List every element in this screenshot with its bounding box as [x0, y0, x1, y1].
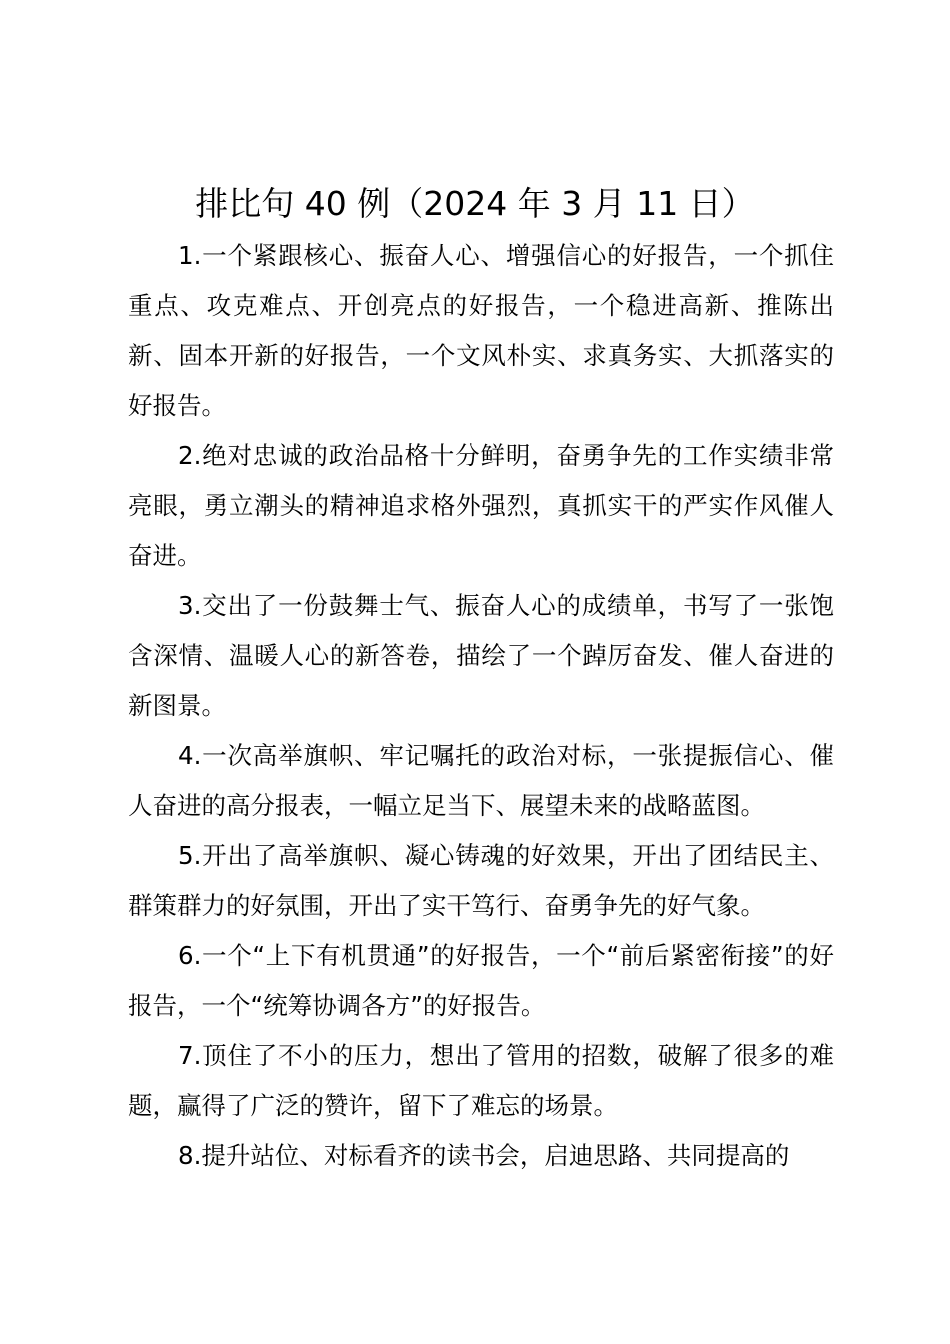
paragraph-8: 8.提升站位、对标看齐的读书会，启迪思路、共同提高的	[178, 1141, 790, 1170]
paragraph-1: 1.一个紧跟核心、振奋人心、增强信心的好报告，一个抓住重点、攻克难点、开创亮点的好报告，一个稳进高新、推陈出新、固本开新的好报告，一个文风朴实、求真务实、大抓落实的好报告。	[128, 241, 834, 420]
paragraph-3: 3.交出了一份鼓舞士气、振奋人心的成绩单，书写了一张饱含深情、温暖人心的新答卷，描绘了一个踔厉奋发、催人奋进的新图景。	[128, 591, 834, 720]
paragraph-7: 7.顶住了不小的压力，想出了管用的招数，破解了很多的难题，赢得了广泛的赞许，留下了难忘的场景。	[128, 1041, 834, 1120]
document-title: 排比句 40 例（2024 年 3 月 11 日）	[195, 184, 755, 223]
paragraph-6: 6.一个“上下有机贯通”的好报告，一个“前后紧密衔接”的好报告，一个“统筹协调各方”的好报告。	[128, 941, 834, 1020]
document-body	[128, 231, 834, 1181]
paragraph-4: 4.一次高举旗帜、牢记嘱托的政治对标，一张提振信心、催人奋进的高分报表，一幅立足当下、展望未来的战略蓝图。	[128, 741, 834, 820]
paragraph-2: 2.绝对忠诚的政治品格十分鲜明，奋勇争先的工作实绩非常亮眼，勇立潮头的精神追求格外强烈，真抓实干的严实作风催人奋进。	[128, 441, 834, 570]
paragraph-5: 5.开出了高举旗帜、凝心铸魂的好效果，开出了团结民主、群策群力的好氛围，开出了实干笃行、奋勇争先的好气象。	[128, 841, 834, 920]
